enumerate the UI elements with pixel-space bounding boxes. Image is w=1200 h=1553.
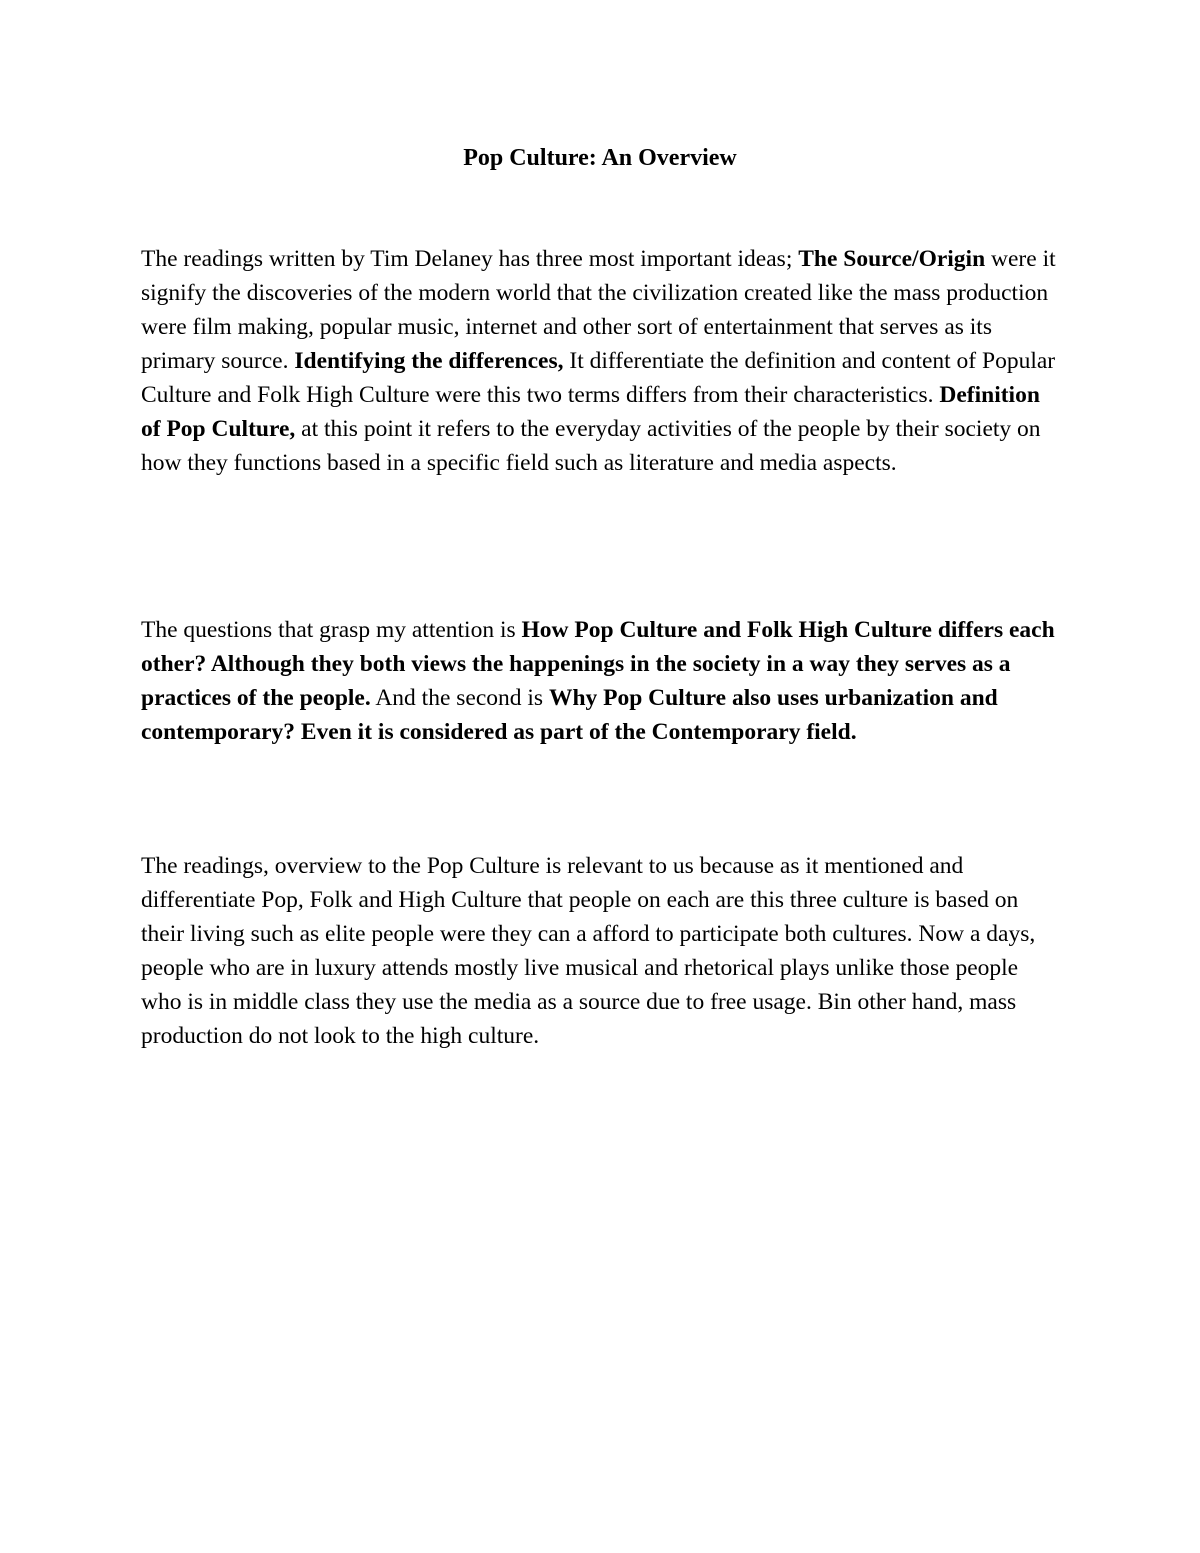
document-title: Pop Culture: An Overview xyxy=(463,145,737,171)
paragraph-relevance xyxy=(141,849,1061,1053)
text-run: It differentiate the definition and content of Popular Culture and Folk High Culture were this two terms differs from their characteristics. xyxy=(141,348,1056,408)
bold-run: Definition of Pop Culture, xyxy=(141,382,1040,442)
text-run: The readings, overview to the Pop Culture is relevant to us because as it mentioned and differentiate Pop, Folk and High Culture that people on each are this three culture is based on their living such as elite people were they can a afford to participate both cultures. Now a days, people who are in luxury attends mostly live musical and rhetorical plays unlike those people who is in middle class they use the media as a source due to free usage. Bin other hand, mass production do not look to the high culture. xyxy=(141,853,1036,1049)
bold-run: Identifying the differences, xyxy=(294,348,564,374)
text-run: were it signify the discoveries of the modern world that the civilization created like the mass production were film making, popular music, internet and other sort of entertainment that serves as its primary source. xyxy=(141,246,1056,374)
bold-run: Why Pop Culture also uses urbanization and contemporary? Even it is considered as part of the Contemporary field. xyxy=(141,685,998,745)
text-run: The readings written by Tim Delaney has three most important ideas; xyxy=(141,246,799,272)
paragraph-intro xyxy=(141,242,1061,480)
bold-run: The Source/Origin xyxy=(798,246,986,272)
paragraph-questions xyxy=(141,613,1061,749)
text-run: The questions that grasp my attention is xyxy=(141,617,522,643)
text-run: And the second is xyxy=(370,685,549,711)
text-run: at this point it refers to the everyday activities of the people by their society on how they functions based in a specific field such as literature and media aspects. xyxy=(141,416,1041,476)
bold-run: How Pop Culture and Folk High Culture differs each other? Although they both views the happenings in the society in a way they serves as a practices of the people. xyxy=(141,617,1055,711)
